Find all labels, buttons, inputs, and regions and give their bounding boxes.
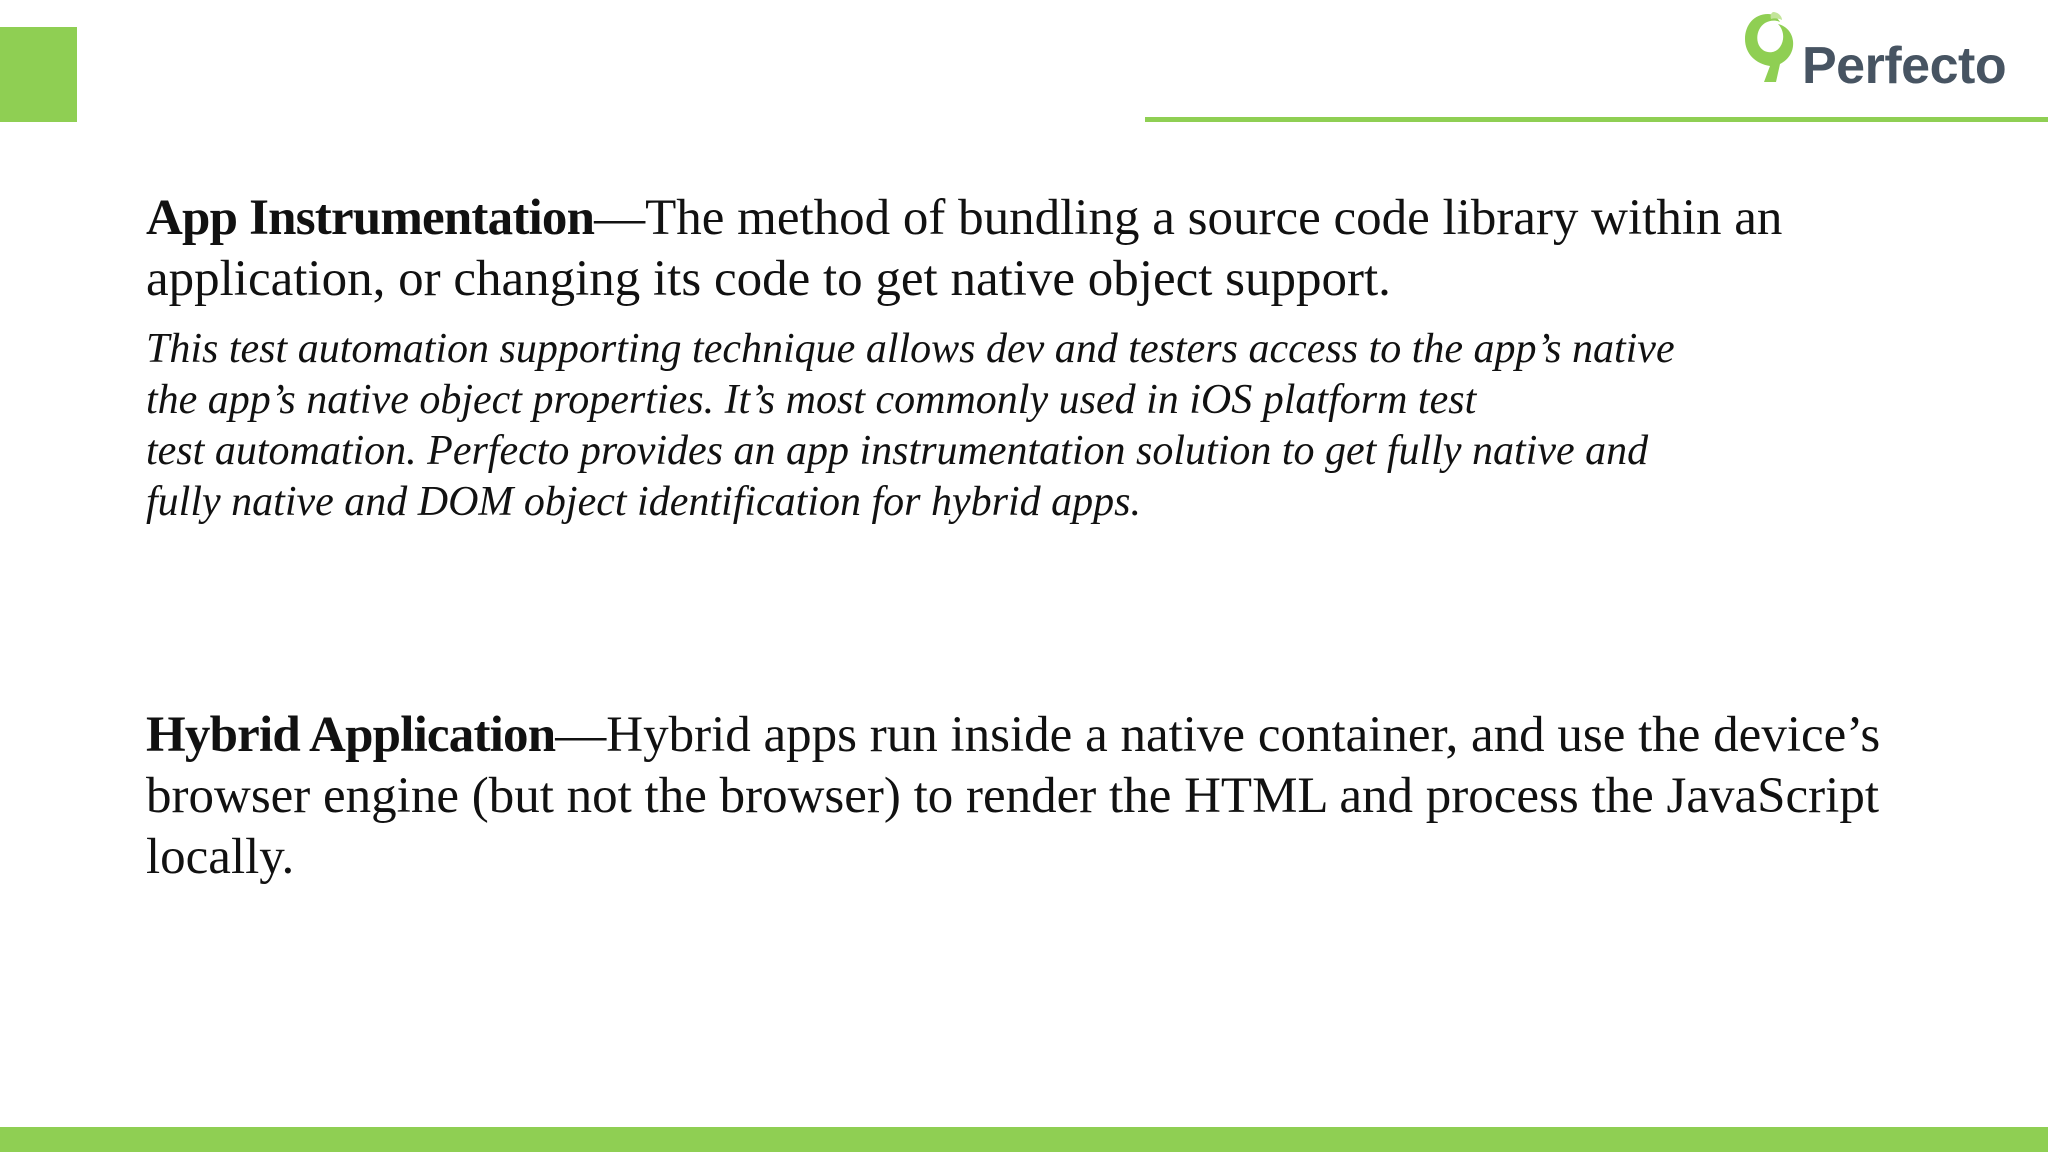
perfecto-logo-icon [1740, 8, 1796, 88]
hybrid-application-definition [146, 705, 1906, 888]
header-rule [1145, 117, 2048, 122]
app-instrumentation-term: App Instrumentation [146, 190, 595, 246]
slide-content [146, 188, 1906, 888]
note-line-3: test automation. Perfecto provides an app instrumentation solution to get fully native and [146, 428, 1649, 474]
note-line-1: This test automation supporting technique allows dev and testers access to the app’s native [146, 326, 1675, 372]
footer-bar [0, 1127, 2048, 1152]
app-instrumentation-separator: — [594, 190, 646, 246]
hybrid-application-separator: — [555, 707, 607, 763]
hybrid-application-term: Hybrid Application [146, 707, 556, 763]
note-line-2: the app’s native object properties. It’s most commonly used in iOS platform test [146, 377, 1477, 423]
accent-square [0, 27, 77, 122]
app-instrumentation-definition-text: The method of bundling a source code library within an application, or changing its code to get native object support. [146, 190, 1783, 307]
perfecto-logo-text: Perfecto [1802, 37, 2007, 95]
note-line-4: fully native and DOM object identification for hybrid apps. [146, 479, 1142, 525]
perfecto-logo [1740, 8, 2010, 94]
app-instrumentation-definition [146, 188, 1906, 310]
hybrid-application-definition-text: Hybrid apps run inside a native container, and use the device’s browser engine (but not the browser) to render the HTML and process the JavaScript locally. [146, 707, 1881, 885]
app-instrumentation-note [146, 324, 1906, 528]
